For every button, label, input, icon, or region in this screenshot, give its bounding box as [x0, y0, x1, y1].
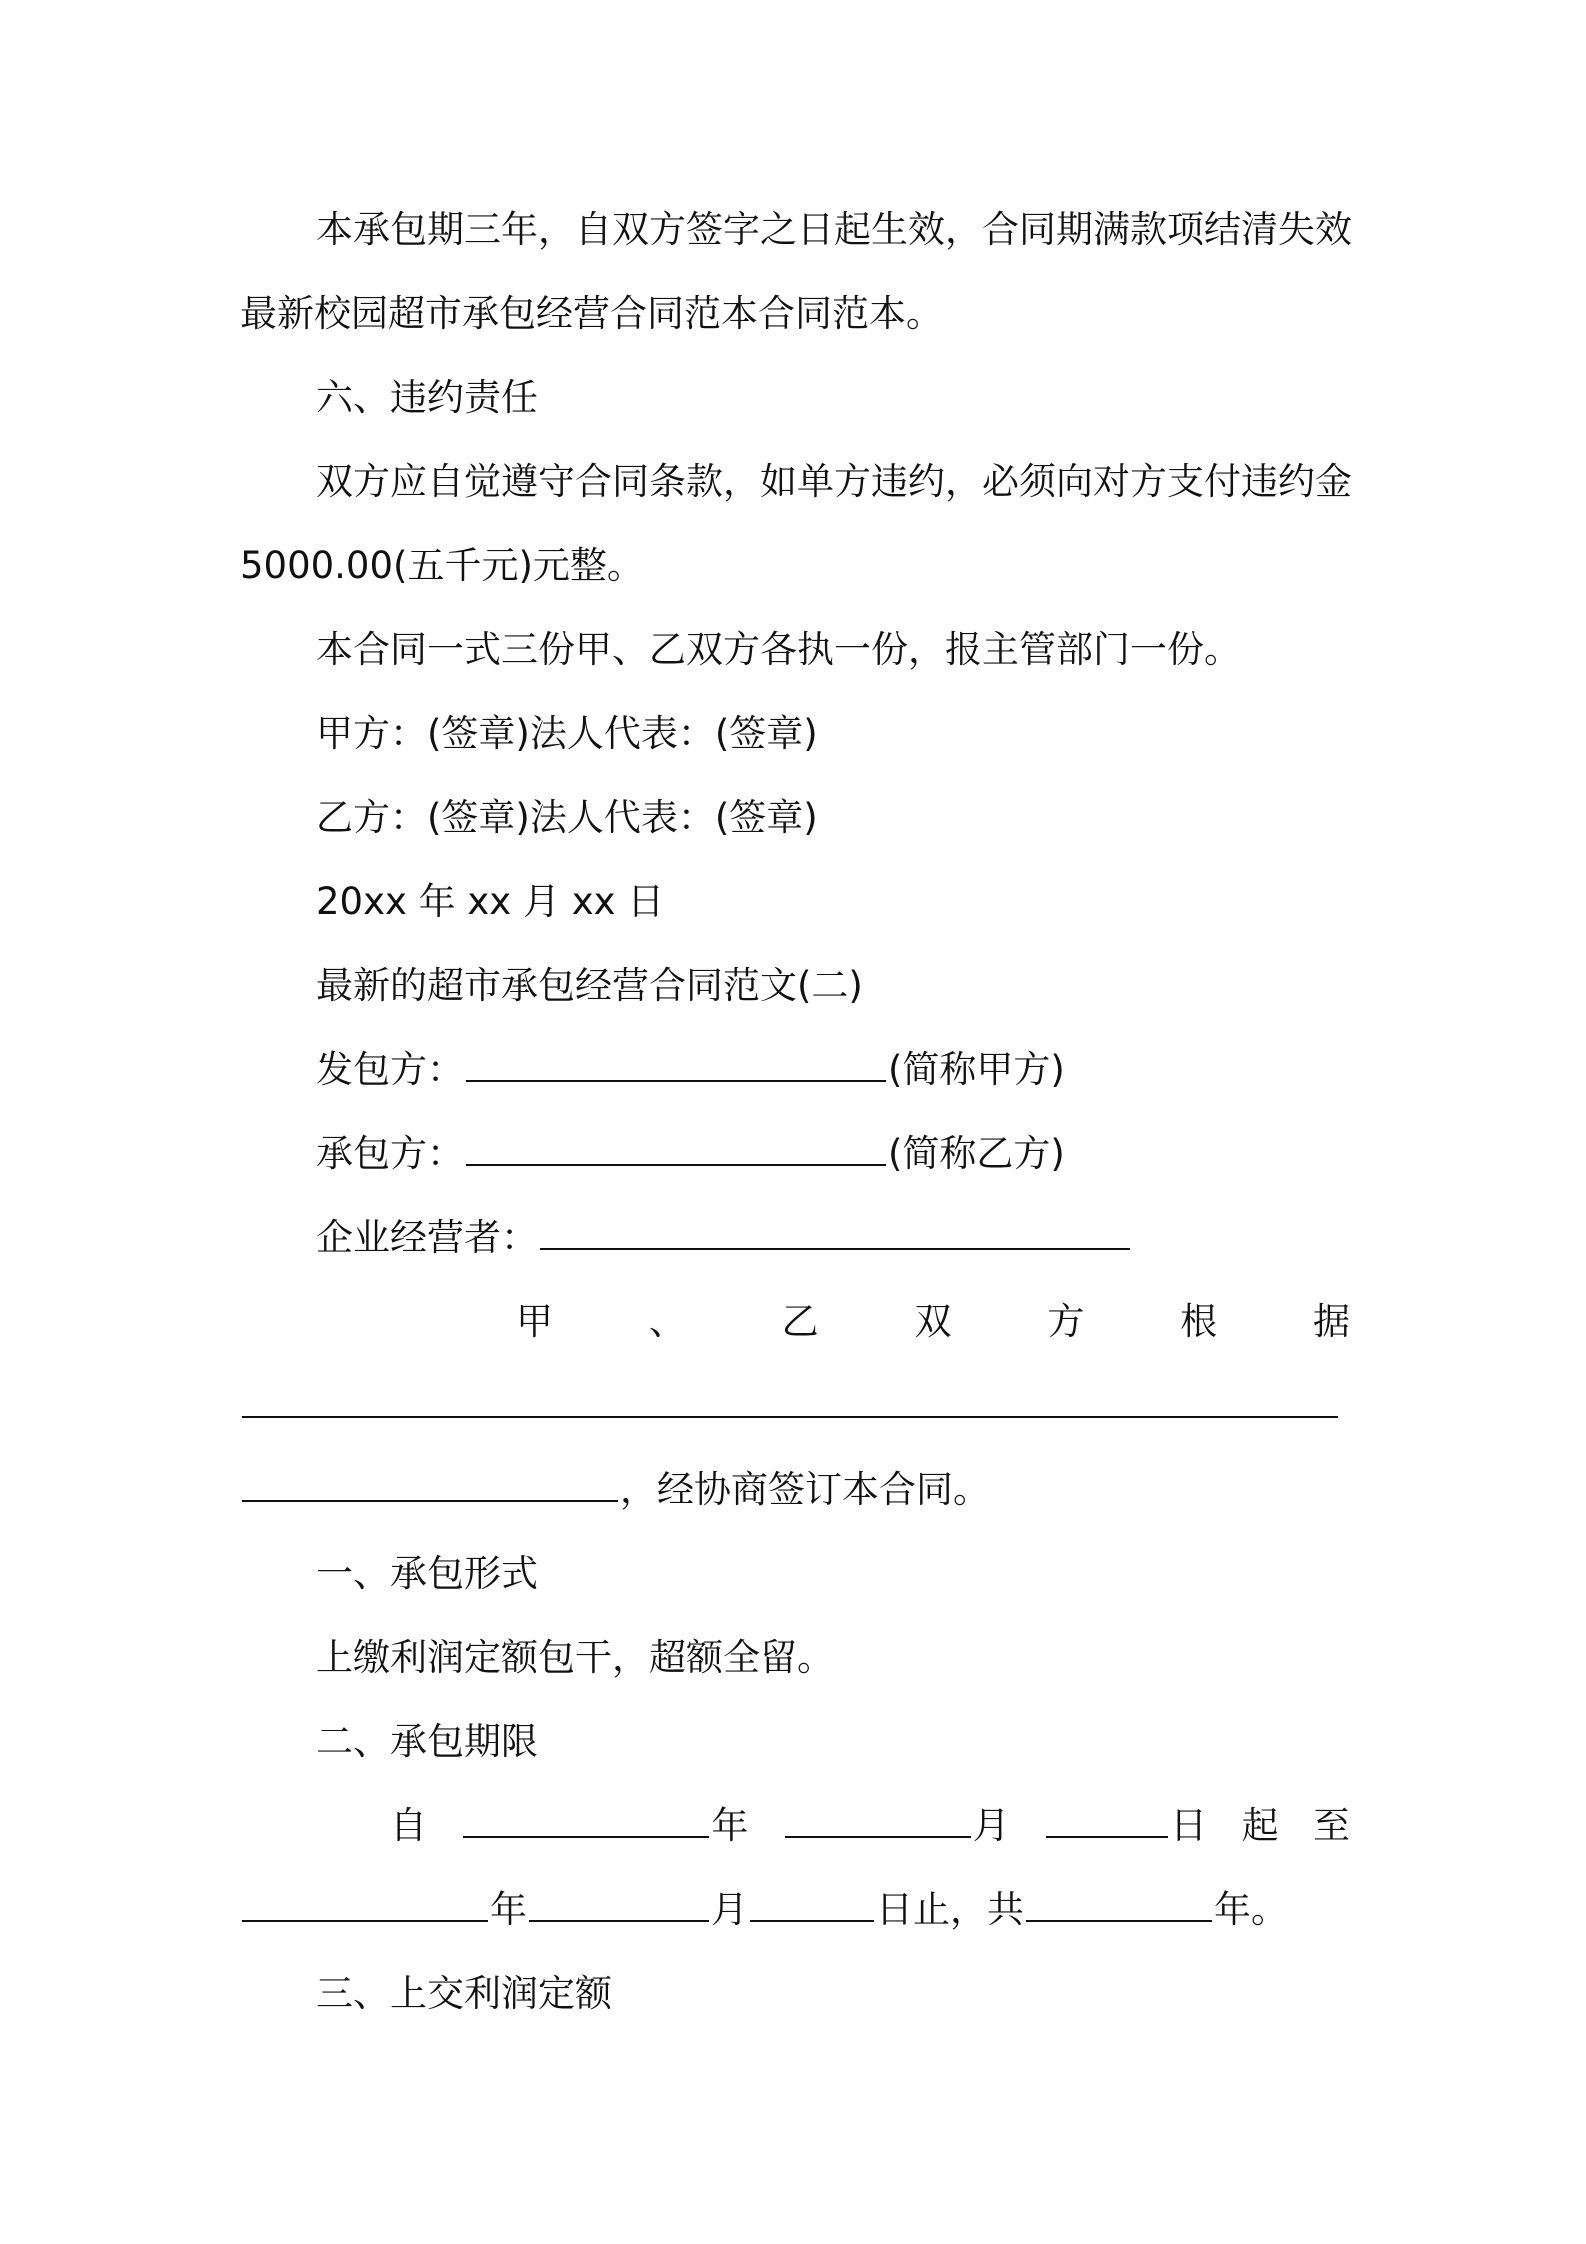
contract-two-title: 最新的超市承包经营合同范文(二): [316, 964, 863, 1007]
operator-label: 企业经营者：: [316, 1216, 538, 1259]
paragraph-profit-form: 上缴利润定额包干，超额全留。: [316, 1636, 834, 1679]
basis-line: [516, 1298, 1350, 1346]
basis-char: 双: [914, 1300, 952, 1343]
signature-date: 20xx 年 xx 月 xx 日: [316, 880, 665, 923]
party-a-field: [316, 1046, 1350, 1094]
total-years-blank: [1026, 1886, 1212, 1922]
paragraph-penalty-line-1: 双方应自觉遵守合同条款，如单方违约，必须向对方支付违约金: [316, 460, 1352, 503]
basis-char: 甲: [516, 1300, 553, 1343]
party-b-label: 承包方：: [316, 1132, 464, 1175]
month-label: 月: [711, 1888, 748, 1931]
end-year-blank: [242, 1886, 488, 1922]
start-day-blank: [1046, 1802, 1168, 1838]
basis-blank-line: [240, 1382, 1350, 1430]
signature-party-a: 甲方：(签章)法人代表：(签章): [316, 712, 818, 755]
year-label: 年: [711, 1804, 749, 1847]
signature-party-b: 乙方：(签章)法人代表：(签章): [316, 796, 818, 839]
party-b-suffix: (简称乙方): [888, 1132, 1065, 1175]
period-from: 自: [390, 1804, 427, 1847]
basis-char: 方: [1047, 1300, 1085, 1343]
period-start-month: [783, 1802, 1010, 1850]
period-line-2: [240, 1886, 1350, 1934]
operator-field: [316, 1214, 1350, 1262]
end-month-blank: [529, 1886, 709, 1922]
year-end-label: 年。: [1214, 1888, 1288, 1931]
paragraph-term-line-1: 本承包期三年，自双方签字之日起生效，合同期满款项结清失效: [316, 208, 1352, 251]
month-label: 月: [972, 1804, 1010, 1847]
paragraph-penalty-line-2: 5000.00(五千元)元整。: [240, 544, 644, 587]
period-line-1: [390, 1802, 1350, 1850]
basis-blank-end: [242, 1466, 618, 1502]
day-label: 日: [1170, 1804, 1208, 1847]
section-heading-period: 二、承包期限: [316, 1720, 538, 1763]
basis-char: 根: [1180, 1300, 1218, 1343]
paragraph-copies: 本合同一式三份甲、乙双方各执一份，报主管部门一份。: [316, 628, 1241, 671]
period-begin: 起: [1241, 1804, 1279, 1847]
party-a-label: 发包方：: [316, 1048, 464, 1091]
negotiate-line: [240, 1466, 1350, 1514]
party-b-field: [316, 1130, 1350, 1178]
period-end-total: 日止，共: [876, 1888, 1024, 1931]
period-start-day: [1044, 1802, 1207, 1850]
basis-blank: [242, 1382, 1338, 1418]
basis-char: 据: [1312, 1300, 1350, 1343]
negotiate-text: ，经协商签订本合同。: [620, 1468, 990, 1511]
party-a-blank: [466, 1046, 886, 1082]
basis-char: 乙: [781, 1300, 819, 1343]
end-day-blank: [750, 1886, 874, 1922]
section-heading-liability: 六、违约责任: [316, 376, 538, 419]
start-month-blank: [785, 1802, 971, 1838]
period-start-year: [461, 1802, 748, 1850]
basis-char: 、: [648, 1300, 686, 1343]
start-year-blank: [463, 1802, 709, 1838]
section-heading-profit-quota: 三、上交利润定额: [316, 1972, 612, 2015]
operator-blank: [540, 1214, 1130, 1250]
period-to: 至: [1312, 1804, 1350, 1847]
party-a-suffix: (简称甲方): [888, 1048, 1065, 1091]
party-b-blank: [466, 1130, 886, 1166]
year-label: 年: [490, 1888, 527, 1931]
section-heading-form: 一、承包形式: [316, 1552, 538, 1595]
paragraph-term-line-2: 最新校园超市承包经营合同范本合同范本。: [240, 292, 943, 335]
